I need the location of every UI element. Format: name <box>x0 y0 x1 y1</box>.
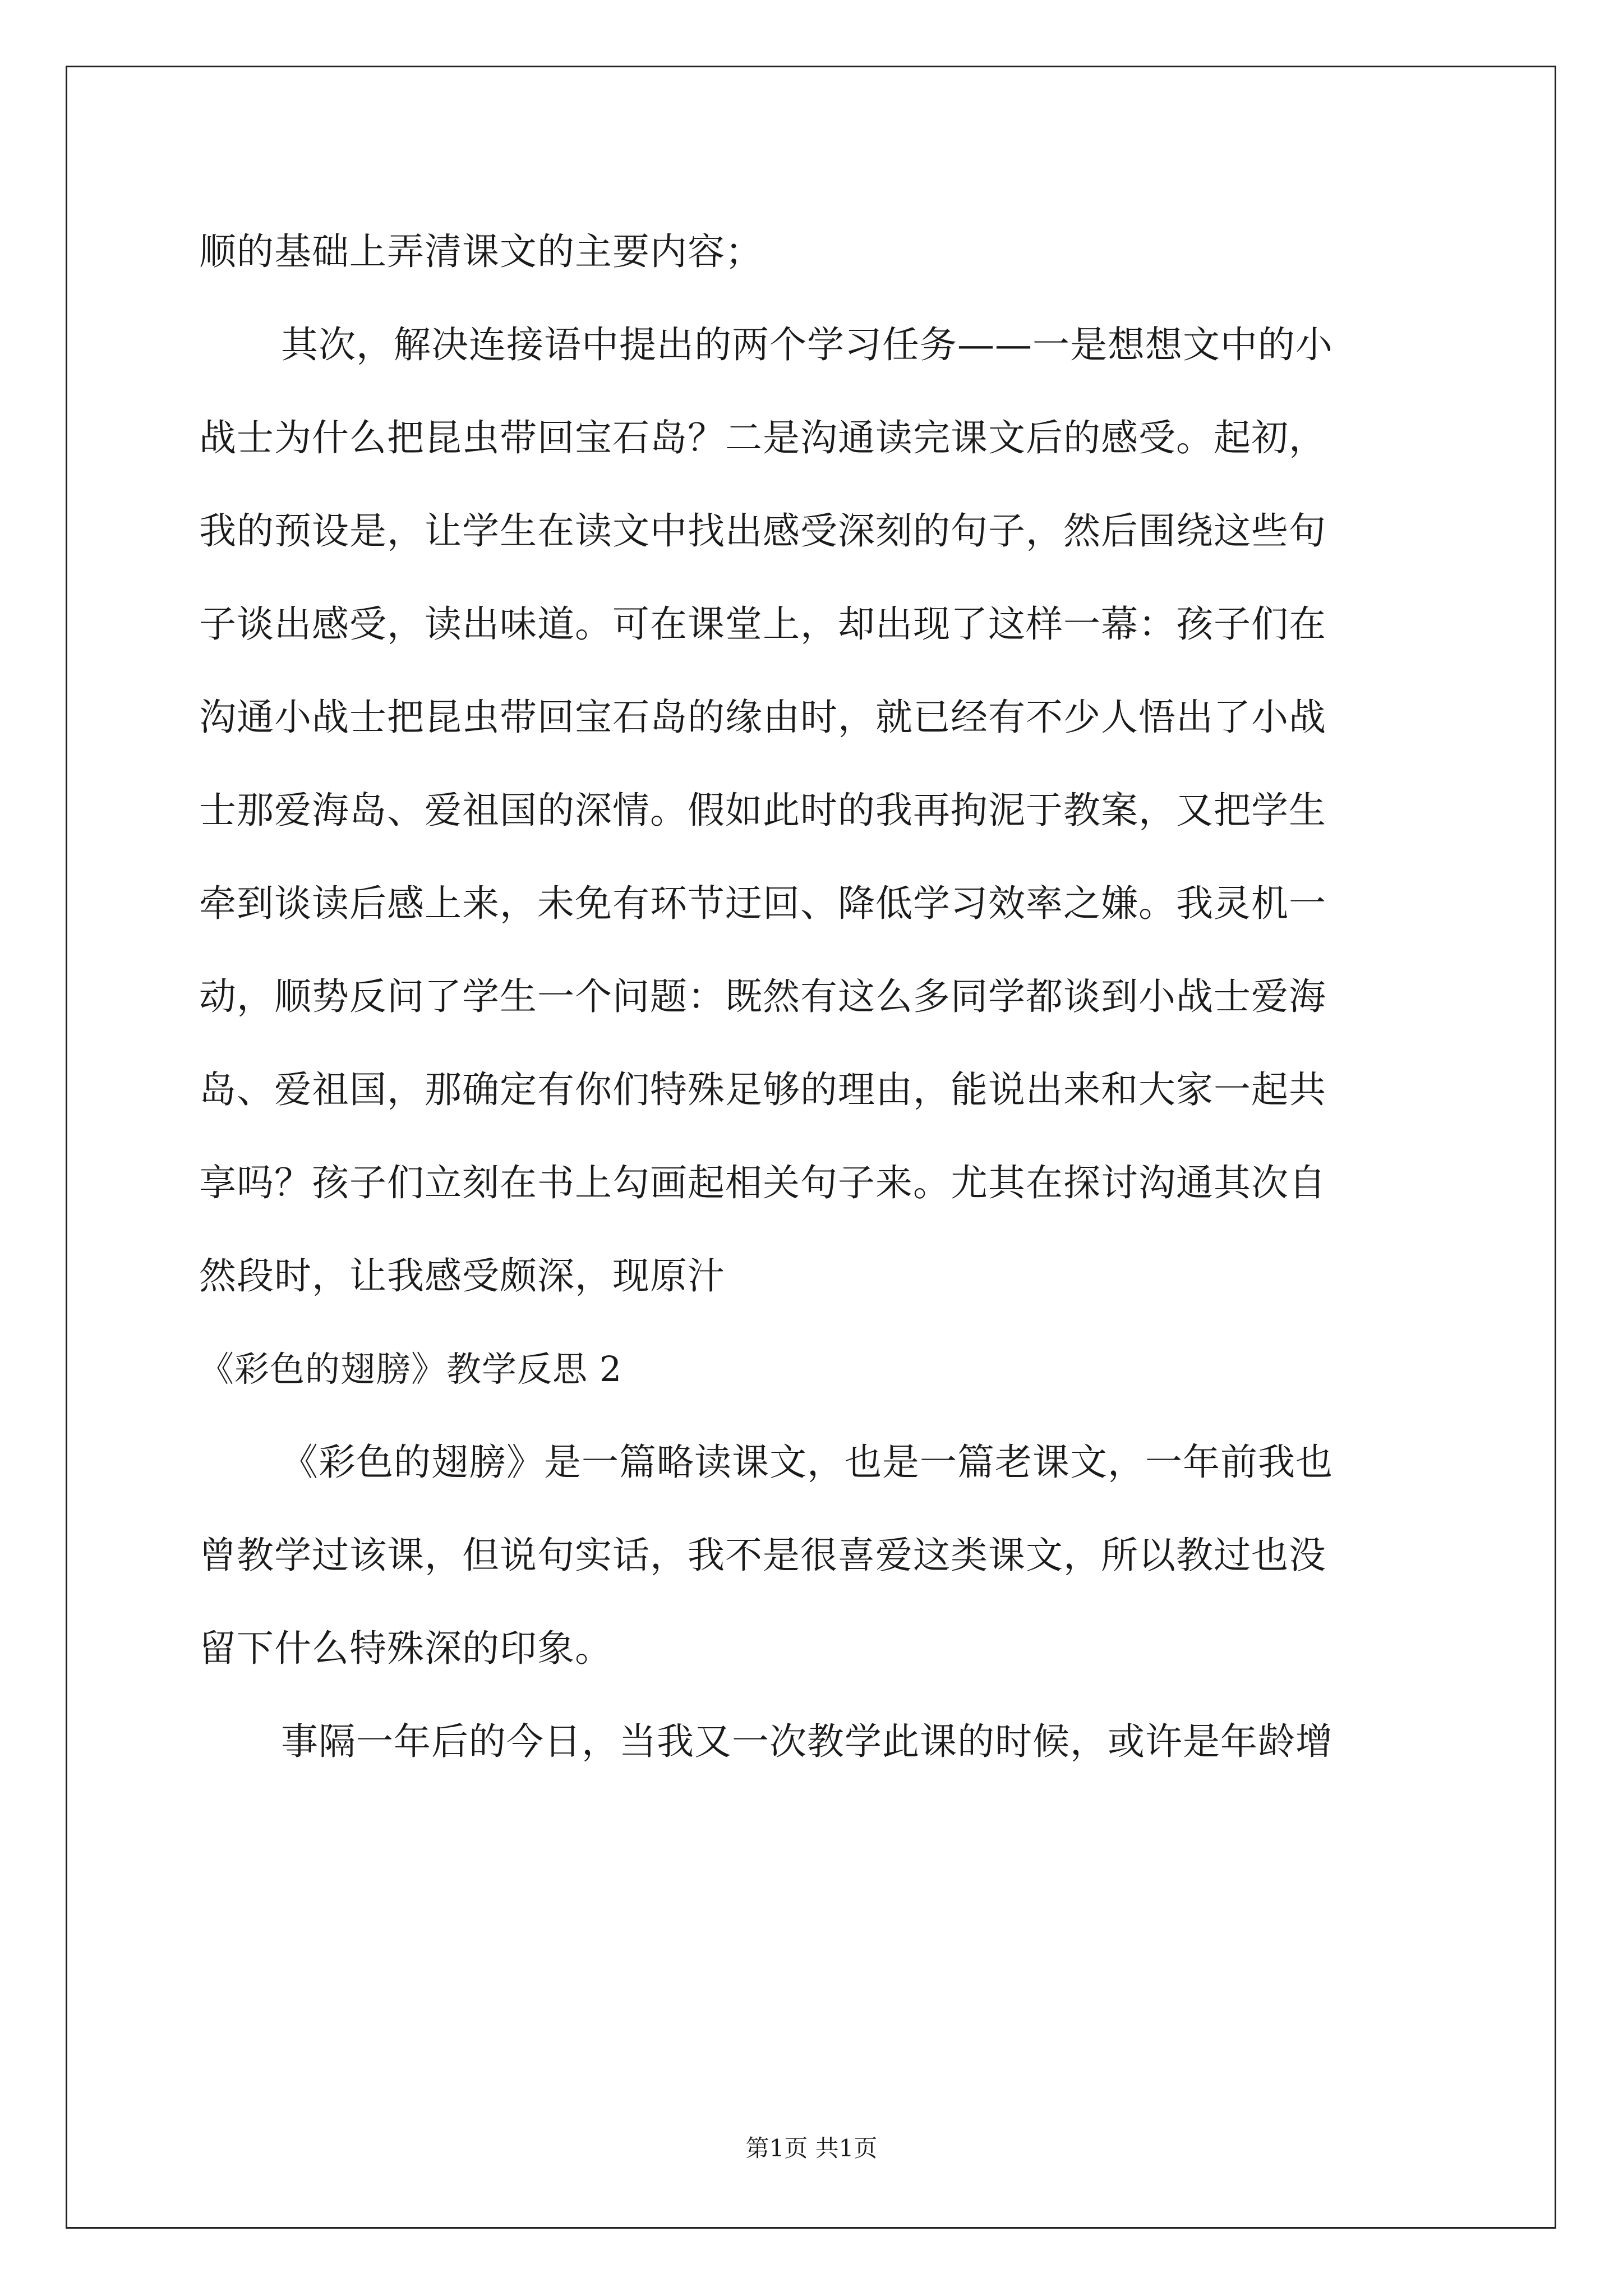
text-line: 顺的基础上弄清课文的主要内容； <box>199 230 763 273</box>
text-line: 子谈出感受，读出味道。可在课堂上，却出现了这样一幕：孩子们在 <box>199 602 1326 646</box>
text-line: 沟通小战士把昆虫带回宝石岛的缘由时，就已经有不少人悟出了小战 <box>199 696 1326 739</box>
text-line: 士那爱海岛、爱祖国的深情。假如此时的我再拘泥于教案，又把学生 <box>199 789 1326 832</box>
section-title: 《彩色的翅膀》教学反思 2 <box>199 1349 623 1389</box>
text-line: 享吗？孩子们立刻在书上勾画起相关句子来。尤其在探讨沟通其次自 <box>199 1161 1326 1204</box>
text-line: 我的预设是，让学生在读文中找出感受深刻的句子，然后围绕这些句 <box>199 509 1326 553</box>
document-body <box>199 205 1422 1788</box>
text-line: 战士为什么把昆虫带回宝石岛？二是沟通读完课文后的感受。起初， <box>199 416 1326 459</box>
text-line: 曾教学过该课，但说句实话，我不是很喜爱这类课文，所以教过也没 <box>199 1534 1326 1577</box>
text-line: 岛、爱祖国，那确定有你们特殊足够的理由，能说出来和大家一起共 <box>199 1068 1326 1111</box>
text-line: 牵到谈读后感上来，未免有环节迂回、降低学习效率之嫌。我灵机一 <box>199 882 1326 925</box>
paragraph-start-line: 《彩色的翅膀》是一篇略读课文，也是一篇老课文，一年前我也 <box>281 1441 1333 1484</box>
text-line: 留下什么特殊深的印象。 <box>199 1627 612 1670</box>
text-line: 然段时，让我感受颇深，现原汁 <box>199 1254 725 1297</box>
paragraph-start-line: 其次，解决连接语中提出的两个学习任务——一是想想文中的小 <box>281 323 1333 366</box>
text-line: 动，顺势反问了学生一个问题：既然有这么多同学都谈到小战士爱海 <box>199 975 1326 1018</box>
page-footer: 第1页 共1页 <box>745 2134 878 2162</box>
paragraph-start-line: 事隔一年后的今日，当我又一次教学此课的时候，或许是年龄增 <box>281 1720 1333 1763</box>
